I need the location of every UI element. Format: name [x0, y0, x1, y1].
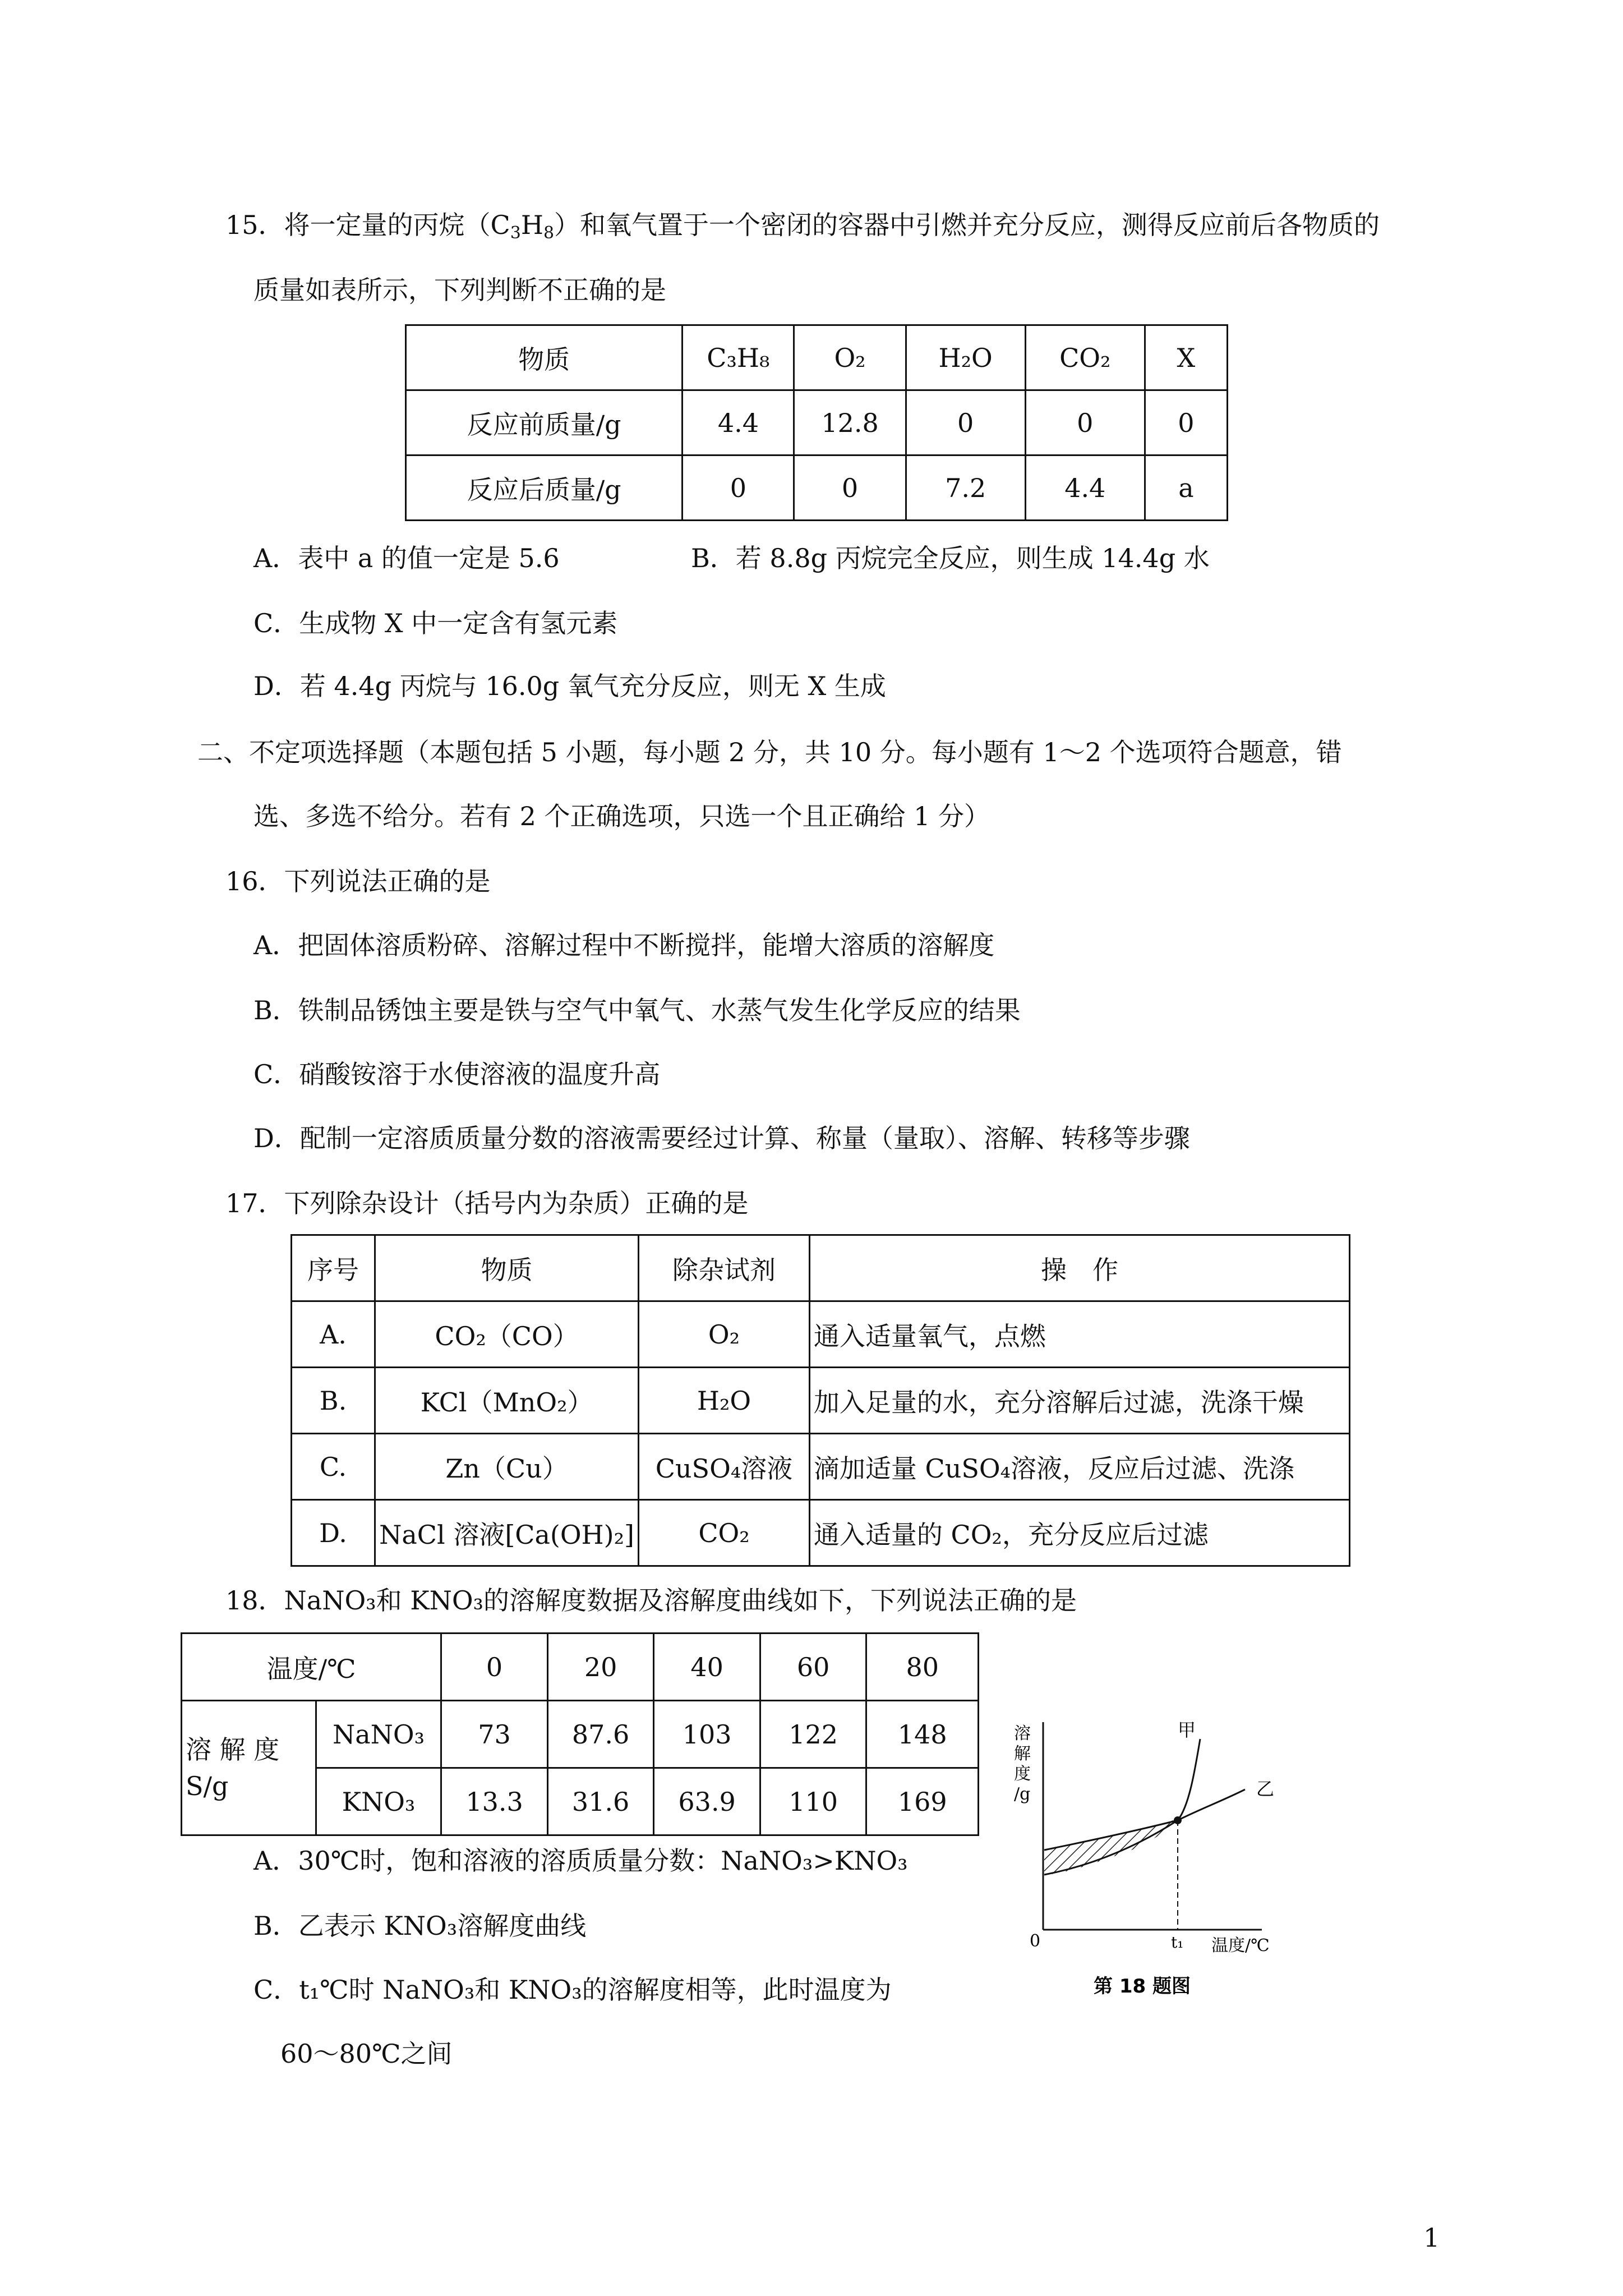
y-label-1: 溶 — [1014, 1724, 1031, 1743]
table-cell: A. — [292, 1301, 375, 1368]
q15-stem-line2: 质量如表所示，下列判断不正确的是 — [253, 275, 666, 305]
table-cell: 4.4 — [683, 390, 794, 455]
table-cell: O₂ — [639, 1301, 810, 1368]
header-cell: 物质 — [406, 325, 683, 390]
table-cell: 73 — [441, 1701, 548, 1768]
table-cell: NaCl 溶液[Ca(OH)₂] — [375, 1500, 639, 1566]
q15-option-a: A．表中 a 的值一定是 5.6 — [253, 543, 560, 573]
section2-heading-line2: 选、多选不给分。若有 2 个正确选项，只选一个且正确给 1 分） — [253, 801, 990, 831]
table-cell: CO₂（CO） — [375, 1301, 639, 1368]
q18-solubility-figure — [1009, 1705, 1324, 2003]
solubility-group-label: 溶 解 度 S/g — [182, 1701, 316, 1835]
section2-heading-line1: 二、不定项选择题（本题包括 5 小题，每小题 2 分，共 10 分。每小题有 1～2 个选项符合题意，错 — [197, 737, 1342, 767]
x-axis-label: 温度/℃ — [1211, 1936, 1270, 1955]
y-label-4: /g — [1014, 1784, 1031, 1804]
header-cell: 除杂试剂 — [639, 1235, 810, 1301]
table-cell: 148 — [866, 1701, 979, 1768]
q16-option-a: A．把固体溶质粉碎、溶解过程中不断搅拌，能增大溶质的溶解度 — [253, 930, 995, 960]
temp-cell: 60 — [760, 1634, 866, 1701]
q15-option-c: C．生成物 X 中一定含有氢元素 — [253, 608, 618, 638]
table-cell: 4.4 — [1025, 455, 1145, 521]
table-cell: 87.6 — [547, 1701, 654, 1768]
table-cell: 122 — [760, 1701, 866, 1768]
table-cell: 反应前质量/g — [406, 390, 683, 455]
page-number: 1 — [1423, 2223, 1440, 2253]
table-cell: 反应后质量/g — [406, 455, 683, 521]
temp-cell: 40 — [654, 1634, 760, 1701]
table-cell: 通入适量氧气，点燃 — [809, 1301, 1349, 1368]
header-cell: H₂O — [906, 325, 1025, 390]
header-cell: 操 作 — [809, 1235, 1349, 1301]
figure-caption: 第 18 题图 — [1094, 1975, 1191, 1998]
table-cell: 169 — [866, 1768, 979, 1835]
solubility-curve-diagram — [1009, 1705, 1324, 2003]
q18-option-a: A．30℃时，饱和溶液的溶质质量分数：NaNO₃>KNO₃ — [253, 1846, 908, 1876]
q18-stem: 18．NaNO₃和 KNO₃的溶解度数据及溶解度曲线如下，下列说法正确的是 — [225, 1585, 1077, 1616]
q18-solubility-table — [181, 1632, 979, 1836]
q18-option-c-continued: 60～80℃之间 — [280, 2039, 453, 2069]
table-cell: H₂O — [639, 1368, 810, 1434]
q15-stem-line1: 15．将一定量的丙烷$(C_3H_8)$和氧气置于一个密闭的容器中引燃并充分反应，测得反应前后各物质的 — [225, 210, 1380, 243]
table-cell: 加入足量的水，充分溶解后过滤，洗涤干燥 — [809, 1368, 1349, 1434]
q16-stem: 16．下列说法正确的是 — [225, 866, 491, 896]
header-cell: 序号 — [292, 1235, 375, 1301]
temp-label-cell: 温度/℃ — [182, 1634, 441, 1701]
q17-purification-table — [291, 1234, 1350, 1567]
curve-jia-label: 甲 — [1178, 1719, 1196, 1741]
y-label-2: 解 — [1014, 1744, 1031, 1764]
q15-option-b: B．若 8.8g 丙烷完全反应，则生成 14.4g 水 — [691, 543, 1210, 573]
table-cell: KCl（MnO₂） — [375, 1368, 639, 1434]
table-cell: 63.9 — [654, 1768, 760, 1835]
temp-cell: 80 — [866, 1634, 979, 1701]
curve-jia — [1044, 1739, 1200, 1850]
q15-option-d: D．若 4.4g 丙烷与 16.0g 氧气充分反应，则无 X 生成 — [253, 671, 886, 701]
table-cell: 0 — [1025, 390, 1145, 455]
q16-option-d: D．配制一定溶质质量分数的溶液需要经过计算、称量（量取）、溶解、转移等步骤 — [253, 1123, 1190, 1153]
table-cell: 滴加适量 CuSO₄溶液，反应后过滤、洗涤 — [809, 1434, 1349, 1500]
table-cell: 0 — [1145, 390, 1227, 455]
table-cell: 12.8 — [794, 390, 906, 455]
curve-yi-label: 乙 — [1256, 1778, 1275, 1800]
header-cell: O₂ — [794, 325, 906, 390]
q16-option-b: B．铁制品锈蚀主要是铁与空气中氧气、水蒸气发生化学反应的结果 — [253, 995, 1021, 1025]
table-cell: 7.2 — [906, 455, 1025, 521]
q17-stem: 17．下列除杂设计（括号内为杂质）正确的是 — [225, 1188, 749, 1218]
y-label-3: 度 — [1014, 1764, 1031, 1784]
table-cell: CuSO₄溶液 — [639, 1434, 810, 1500]
table-cell: C. — [292, 1434, 375, 1500]
q16-option-c: C．硝酸铵溶于水使溶液的温度升高 — [253, 1059, 661, 1089]
table-cell: 13.3 — [441, 1768, 548, 1835]
header-cell: C₃H₈ — [683, 325, 794, 390]
table-cell: 0 — [794, 455, 906, 521]
q18-option-b: B．乙表示 KNO₃溶解度曲线 — [253, 1911, 587, 1941]
table-cell: a — [1145, 455, 1227, 521]
table-cell: 31.6 — [547, 1768, 654, 1835]
table-cell: 0 — [906, 390, 1025, 455]
table-cell: 通入适量的 CO₂，充分反应后过滤 — [809, 1500, 1349, 1566]
t1-label: t₁ — [1171, 1933, 1184, 1952]
header-cell: X — [1145, 325, 1227, 390]
table-cell: CO₂ — [639, 1500, 810, 1566]
header-cell: CO₂ — [1025, 325, 1145, 390]
temp-cell: 20 — [547, 1634, 654, 1701]
header-cell: 物质 — [375, 1235, 639, 1301]
temp-cell: 0 — [441, 1634, 548, 1701]
table-cell: B. — [292, 1368, 375, 1434]
q15-mass-table — [405, 324, 1228, 521]
table-cell: D. — [292, 1500, 375, 1566]
table-cell: 103 — [654, 1701, 760, 1768]
substance-cell: NaNO₃ — [316, 1701, 441, 1768]
table-cell: Zn（Cu） — [375, 1434, 639, 1500]
table-cell: 110 — [760, 1768, 866, 1835]
substance-cell: KNO₃ — [316, 1768, 441, 1835]
q18-option-c: C．t₁℃时 NaNO₃和 KNO₃的溶解度相等，此时温度为 — [253, 1975, 892, 2005]
origin-label: 0 — [1030, 1931, 1041, 1951]
table-cell: 0 — [683, 455, 794, 521]
